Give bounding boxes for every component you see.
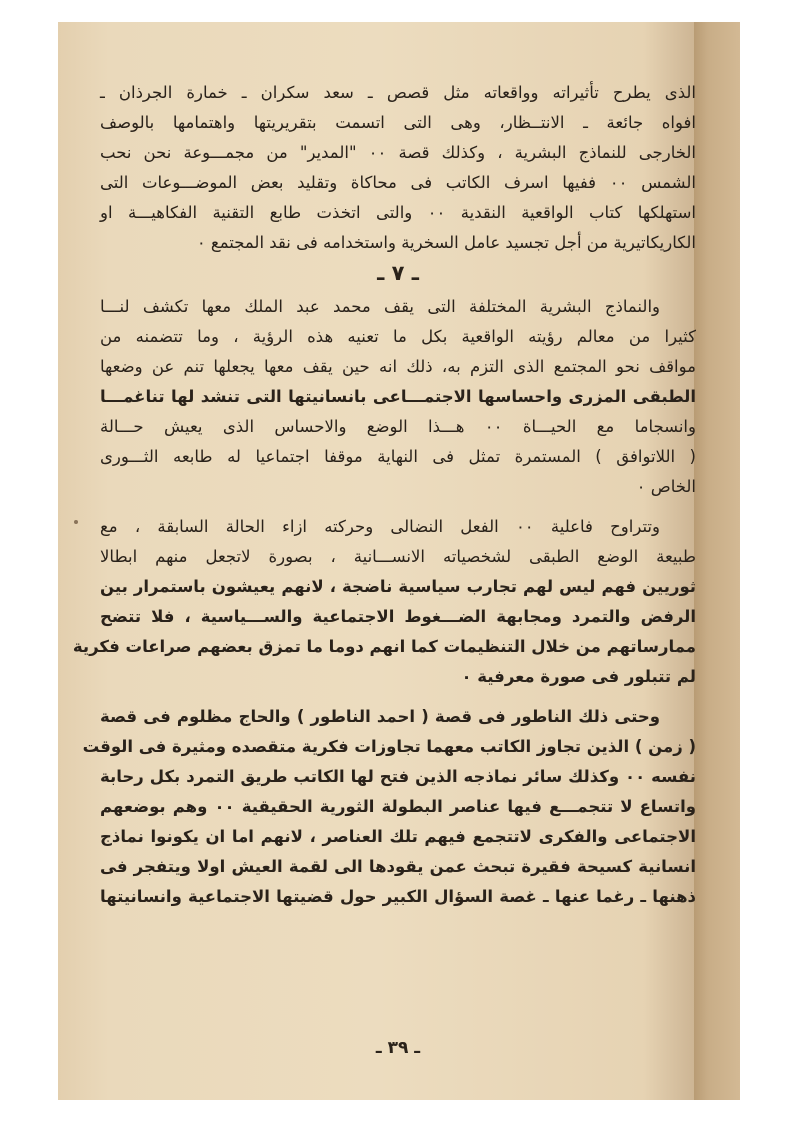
text-line: ثوريين فهم ليس لهم تجارب سياسية ناضجة ، لانهم يعيشون باستمرار بين (100, 577, 696, 596)
page-edge (694, 22, 740, 1100)
text-line: كثيرا من معالم رؤيته الواقعية بكل ما تعنيه هذه الرؤية ، وما تتضمنه من (100, 327, 696, 346)
text-line: الخارجى للنماذج البشرية ، وكذلك قصة ٠٠ "المدير" من مجمـــوعة نحن نحب (100, 143, 696, 162)
text-line: وتتراوح فاعلية ٠٠ الفعل النضالى وحركته ازاء الحالة السابقة ، مع (100, 517, 660, 536)
text-line: الشمس ٠٠ ففيها اسرف الكاتب فى محاكاة وتقليد بعض الموضـــوعات التى (100, 173, 697, 192)
text-line: وانسجاما مع الحيـــاة ٠٠ هـــذا الوضع والاحساس الذى يعيش حـــالة (100, 417, 696, 436)
text-line: وحتى ذلك الناطور فى قصة ( احمد الناطور ) والحاج مظلوم فى قصة (100, 707, 660, 726)
text-line: استهلكها كتاب الواقعية النقدية ٠٠ والتى اتخذت طابع التقنية الفكاهيـــة او (100, 203, 696, 222)
text-line: ممارساتهم من خلال التنظيمات كما انهم دوما ما تمزق بعضهم صراعات فكرية (72, 637, 696, 656)
text-line: نفسه ٠٠ وكذلك سائر نماذجه الذين فتح لها الكاتب طريق التمرد بكل رحابة (100, 767, 696, 786)
page-body (72, 78, 697, 912)
paragraph-4 (82, 702, 696, 912)
text-line: ( اللاتوافق ) المستمرة تمثل فى النهاية موقفا اجتماعيا له طابعه الثـــورى (100, 447, 696, 466)
paper-speck (74, 520, 78, 524)
text-line: الكاريكاتيرية من أجل تجسيد عامل السخرية واستخدامه فى نقد المجتمع ٠ (196, 233, 696, 252)
page-number: ـ ٣٩ ـ (375, 1038, 421, 1058)
text-line: ( زمن ) الذين تجاوز الكاتب معهما تجاوزات فكرية متقصده ومثيرة فى الوقت (82, 737, 696, 756)
text-line: واتساع لا تتجمـــع فيها عناصر البطولة الثورية الحقيقية ٠٠ وهم بوضعهم (100, 797, 696, 816)
text-line: الاجتماعى والفكرى لاتتجمع فيهم تلك العناصر ، لانهم اما ان يكونوا نماذج (100, 827, 696, 846)
text-line: والنماذج البشرية المختلفة التى يقف محمد عبد الملك معها تكشف لنـــا (100, 297, 660, 316)
paragraph-2 (100, 292, 696, 502)
paragraph-3 (72, 512, 696, 692)
text-line: الرفض والتمرد ومجابهة الضـــغوط الاجتماعية والســـياسية ، فلا تتضح (100, 607, 696, 626)
paragraph-1 (100, 78, 696, 258)
text-line: طبيعة الوضع الطبقى لشخصياته الانســـانية ، بصورة لاتجعل منهم ابطالا (100, 547, 696, 566)
text-line: افواه جائعة ـ الانتــظار، وهى التى اتسمت بتقريريتها واهتمامها بالوصف (100, 113, 696, 132)
text-line: الذى يطرح تأثيراته وواقعاته مثل قصص ـ سعد سكران ـ خمارة الجرذان ـ (100, 83, 696, 102)
paragraph-gap (100, 502, 696, 512)
text-line: الطبقى المزرى واحساسها الاجتمـــاعى بانسانيتها التى تنشد لها تناغمـــا (100, 387, 696, 406)
text-line: انسانية كسيحة فقيرة تبحث عمن يقودها الى لقمة العيش اولا ويتفجر فى (100, 857, 696, 876)
text-line: مواقف نحو المجتمع الذى التزم به، ذلك انه حين يقف معها يجعلها تنم عن وضعها (100, 357, 696, 376)
text-line: لم تتبلور فى صورة معرفية ٠ (461, 667, 696, 686)
paragraph-gap (100, 692, 696, 702)
text-line: ذهنها ـ رغما عنها ـ غصة السؤال الكبير حول قضيتها الاجتماعية وانسانيتها (100, 887, 696, 906)
text-line: الخاص ٠ (636, 477, 696, 496)
section-number: ـ ٧ ـ (377, 261, 419, 285)
